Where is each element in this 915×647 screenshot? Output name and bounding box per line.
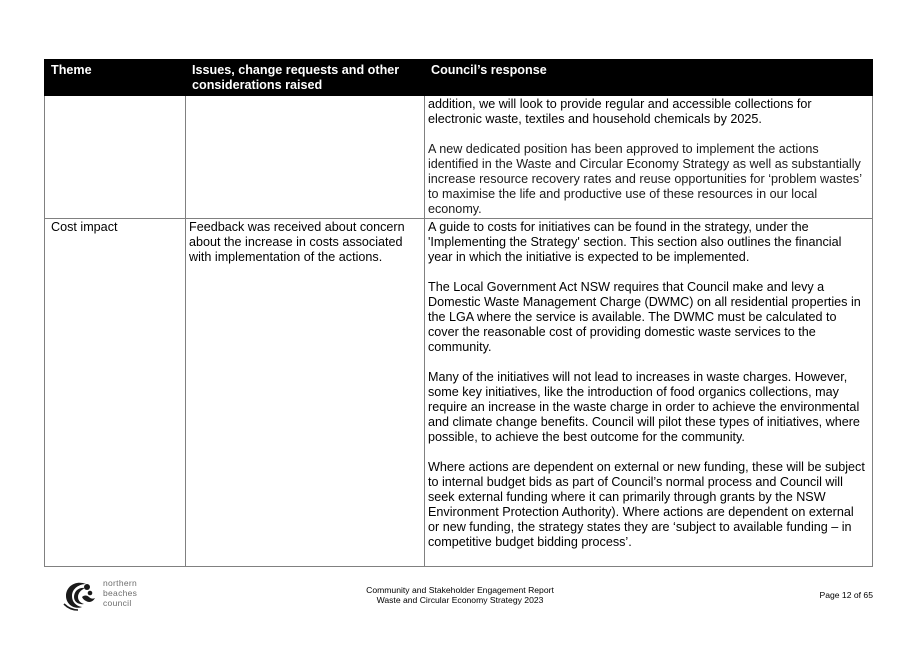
header-council-response: Council’s response xyxy=(425,60,873,96)
response-table xyxy=(44,59,873,567)
table-row xyxy=(45,96,873,219)
logo-line-council: council xyxy=(103,598,132,608)
response-paragraph: Many of the initiatives will not lead to increases in waste charges. However, some key initiatives, like the introduction of food organics collections, may require an increase in the waste charge in order to achieve the environmental and climate change benefits. Council will pilot these types of initiatives, where possible, to achieve the best outcome for the community. xyxy=(428,370,860,444)
response-cell xyxy=(425,96,873,219)
logo-line-northern: northern xyxy=(103,578,138,588)
report-title: Community and Stakeholder Engagement Report xyxy=(366,585,554,595)
response-paragraph: A new dedicated position has been approved to implement the actions identified in the Waste and Circular Economy Strategy as well as substantially increase resource recovery rates and reuse opportunities for ‘problem wastes’ to maximise the life and productive use of these resources in our local economy. xyxy=(428,142,862,216)
response-paragraph: addition, we will look to provide regular and accessible collections for electronic waste, textiles and household chemicals by 2025. xyxy=(428,97,812,126)
header-theme: Theme xyxy=(45,60,186,96)
logo-line-beaches: beaches xyxy=(103,588,138,598)
issues-cell: Feedback was received about concern about the increase in costs associated with implementation of the actions. xyxy=(186,219,425,567)
response-paragraph: A guide to costs for initiatives can be found in the strategy, under the 'Implementing the Strategy' section. This section also outlines the financial year in which the initiative is expected to be implemented. xyxy=(428,220,842,264)
footer-report-info xyxy=(330,585,590,605)
theme-cell xyxy=(45,96,186,219)
logo-wordmark xyxy=(103,578,137,608)
table-row xyxy=(45,219,873,567)
header-issues: Issues, change requests and other considerations raised xyxy=(186,60,425,96)
theme-cell: Cost impact xyxy=(45,219,186,567)
table-header-row xyxy=(45,60,873,96)
response-paragraph: Where actions are dependent on external or new funding, these will be subject to internal budget bids as part of Council’s normal process and Council will seek external funding where it can primarily through grants by the NSW Environment Protection Authority). Where actions are dependent on external or new funding, the strategy states they are ‘subject to available funding – in competitive budget bidding process’. xyxy=(428,460,865,549)
page-number: Page 12 of 65 xyxy=(819,590,873,600)
report-subtitle: Waste and Circular Economy Strategy 2023 xyxy=(376,595,544,605)
response-paragraph: The Local Government Act NSW requires that Council make and levy a Domestic Waste Management Charge (DWMC) on all residential properties in the LGA where the service is available. The DWMC must be calculated to cover the reasonable cost of providing domestic waste services to the community. xyxy=(428,280,861,354)
issues-cell xyxy=(186,96,425,219)
northern-beaches-council-logo-icon xyxy=(60,576,100,616)
council-logo xyxy=(60,576,150,616)
response-cell xyxy=(425,219,873,567)
